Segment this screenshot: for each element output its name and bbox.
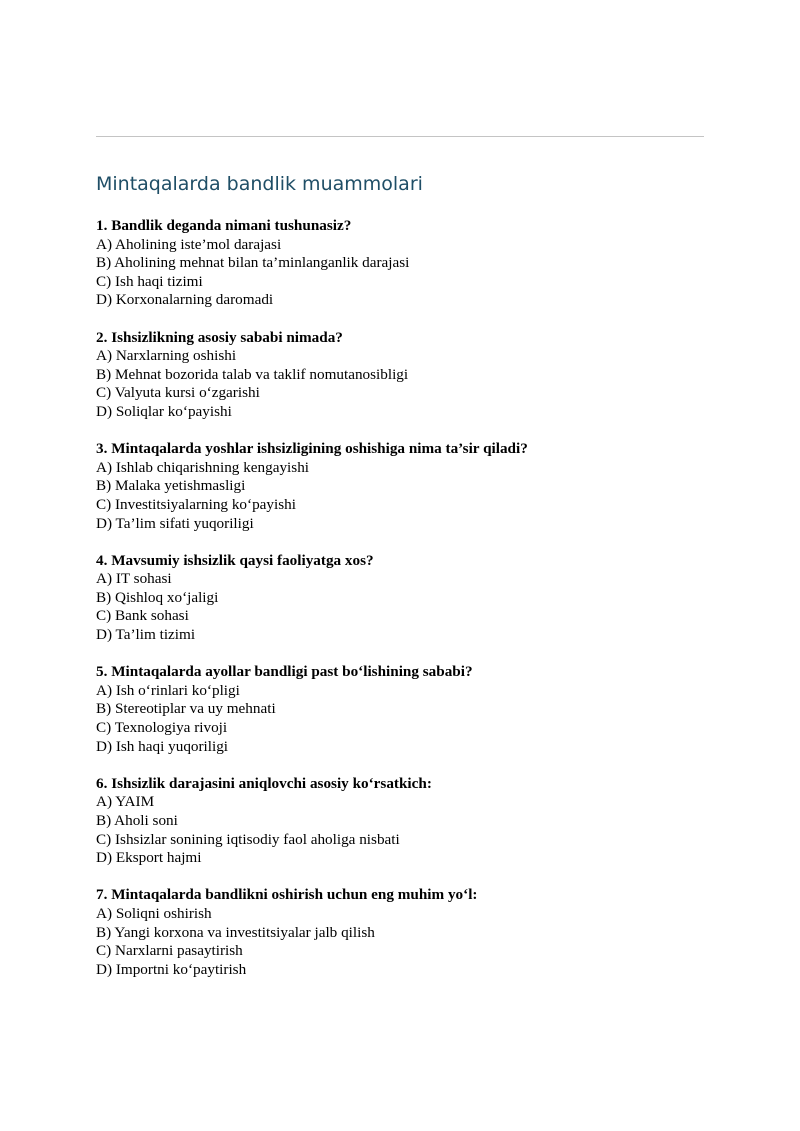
option-a: A) Soliqni oshirish [96, 904, 212, 922]
header-divider [96, 136, 704, 137]
option-b: B) Malaka yetishmasligi [96, 477, 246, 495]
question-text: 1. Bandlik deganda nimani tushunasiz? [96, 217, 352, 234]
option-d: D) Korxonalarning daromadi [96, 291, 274, 309]
question-text: 3. Mintaqalarda yoshlar ishsizligining oshishiga nima ta’sir qiladi? [96, 440, 528, 458]
document-title: Mintaqalarda bandlik muammolari [96, 173, 423, 195]
question-text: 4. Mavsumiy ishsizlik qaysi faoliyatga xos? [96, 551, 374, 569]
option-b: B) Qishloq xo‘jaligi [96, 588, 219, 606]
question-3 [96, 440, 716, 533]
question-5 [96, 663, 716, 756]
option-a: A) Aholining iste’mol darajasi [96, 235, 282, 253]
option-a: A) Narxlarning oshishi [96, 347, 237, 365]
question-text: 2. Ishsizlikning asosiy sababi nimada? [96, 328, 343, 346]
option-d: D) Ta’lim sifati yuqoriligi [96, 514, 254, 532]
question-text: 7. Mintaqalarda bandlikni oshirish uchun eng muhim yo‘l: [96, 886, 478, 904]
option-c: C) Investitsiyalarning ko‘payishi [96, 495, 296, 513]
option-c: C) Valyuta kursi o‘zgarishi [96, 384, 260, 402]
option-c: C) Bank sohasi [96, 607, 189, 625]
question-7 [96, 886, 716, 979]
option-a: A) Ish o‘rinlari ko‘pligi [96, 681, 240, 699]
question-6 [96, 775, 716, 868]
option-d: D) Ta’lim tizimi [96, 626, 196, 644]
option-b: B) Aholining mehnat bilan ta’minlanganlik darajasi [96, 254, 410, 272]
question-text: 6. Ishsizlik darajasini aniqlovchi asosiy ko‘rsatkich: [96, 774, 432, 792]
option-b: B) Mehnat bozorida talab va taklif nomutanosibligi [96, 365, 409, 383]
option-c: C) Ishsizlar sonining iqtisodiy faol aholiga nisbati [96, 830, 400, 848]
option-b: B) Aholi soni [96, 812, 178, 829]
option-a: A) YAIM [96, 793, 155, 811]
option-c: C) Ish haqi tizimi [96, 272, 203, 290]
option-d: D) Ish haqi yuqoriligi [96, 737, 229, 755]
option-b: B) Stereotiplar va uy mehnati [96, 700, 276, 718]
option-d: D) Soliqlar ko‘payishi [96, 402, 232, 420]
question-2 [96, 329, 716, 422]
option-a: A) IT sohasi [96, 570, 172, 588]
question-4 [96, 552, 716, 645]
question-text: 5. Mintaqalarda ayollar bandligi past bo‘lishining sababi? [96, 663, 473, 681]
option-a: A) Ishlab chiqarishning kengayishi [96, 458, 310, 476]
option-c: C) Texnologiya rivoji [96, 719, 228, 737]
option-b: B) Yangi korxona va investitsiyalar jalb qilish [96, 923, 375, 941]
option-d: D) Importni ko‘paytirish [96, 960, 247, 978]
option-d: D) Eksport hajmi [96, 849, 202, 867]
question-1 [96, 217, 716, 310]
option-c: C) Narxlarni pasaytirish [96, 942, 243, 960]
question-list [96, 217, 716, 998]
